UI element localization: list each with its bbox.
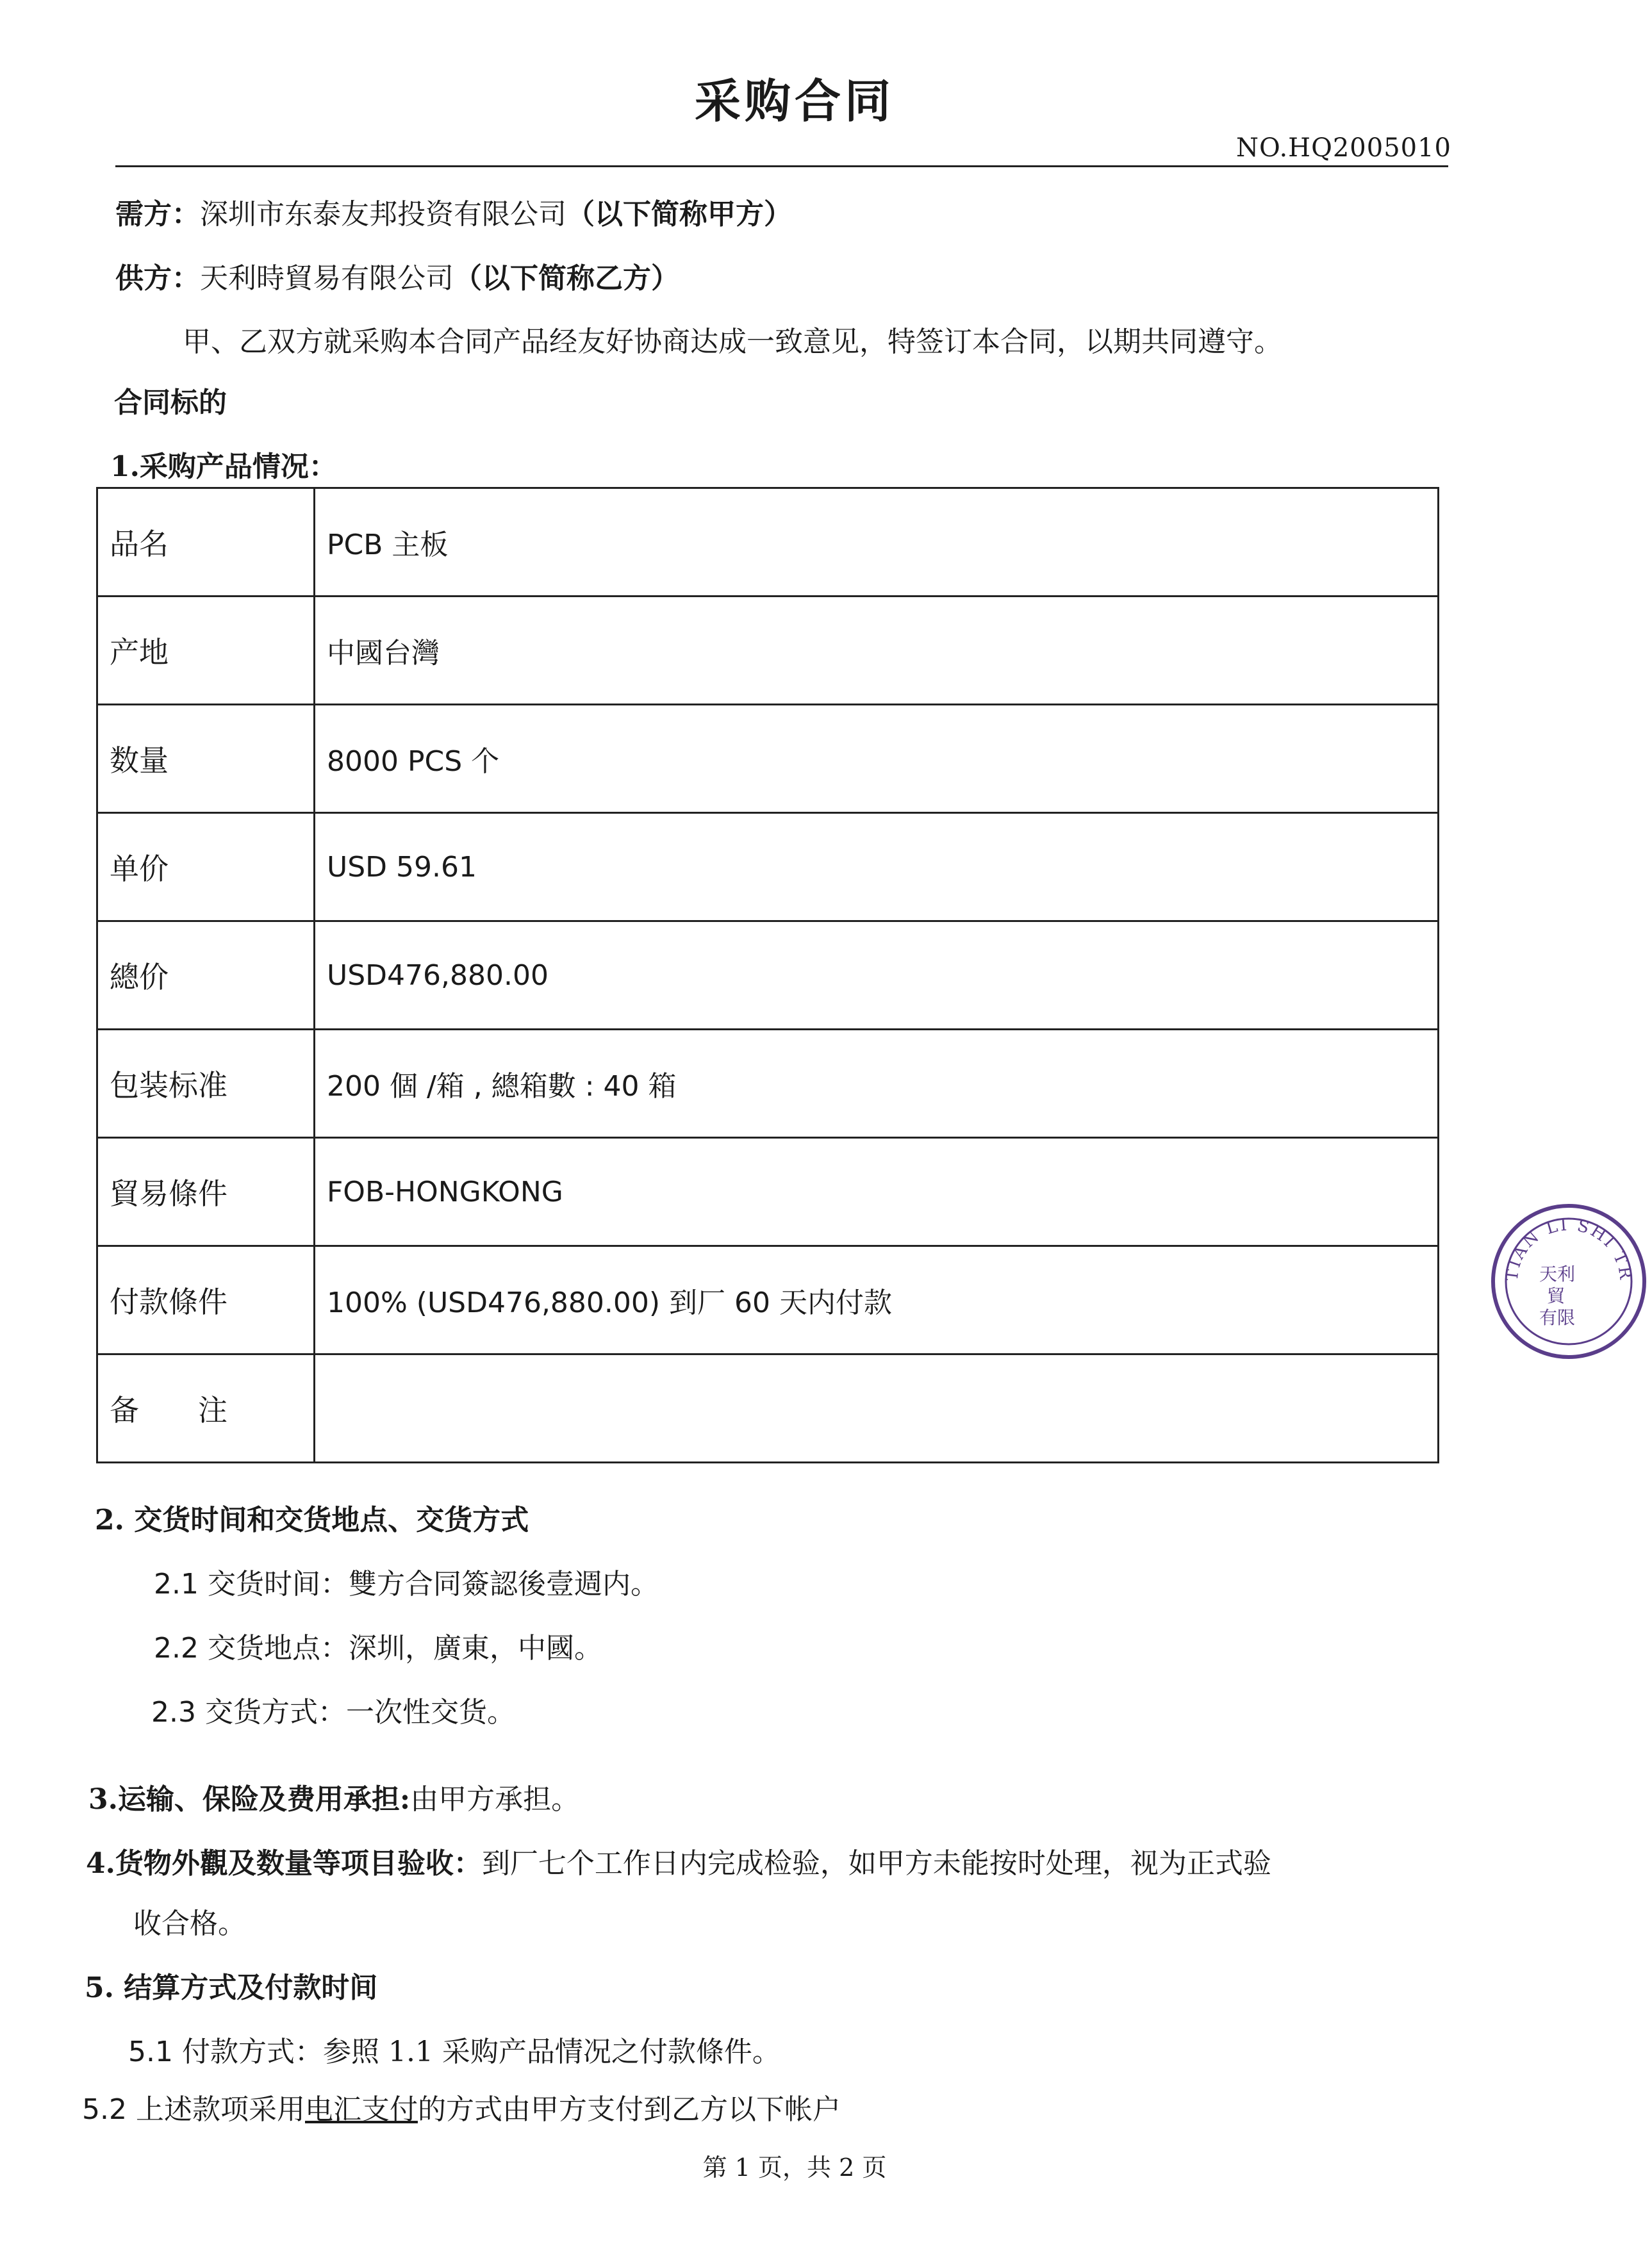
table-label-cell: 包装标准 [97,1030,315,1138]
seal-stamp-icon [1485,1198,1652,1365]
table-label-cell: 貿易條件 [97,1138,315,1246]
table-value-cell [315,1354,1439,1463]
item-text: 付款方式：参照 1.1 采购产品情况之付款條件。 [181,2036,781,2068]
table-row [97,813,1439,921]
section4-text: 到厂七个工作日内完成检验，如甲方未能按时处理，视为正式验 [481,1847,1271,1880]
item-number: 2.1 [154,1568,199,1601]
table-row [97,921,1439,1030]
section3-text: 由甲方承担。 [410,1783,580,1816]
item-text: 交货方式：一次性交货。 [204,1696,515,1729]
item-number: 5.1 [128,2036,173,2068]
svg-text:TIAN LI SHI TRA: TIAN LI SHI TR [1502,1215,1635,1283]
section2-heading: 2. 交货时间和交货地点、交货方式 [95,1504,529,1536]
section4-line [86,1840,1271,1881]
table-value-cell: USD476,880.00 [315,921,1439,1030]
item-text-pre: 上述款项采用 [135,2093,305,2126]
item-number: 2.3 [151,1696,196,1729]
document-number: NO.HQ2005010 [1236,133,1451,163]
contract-title: 采购合同 [694,74,895,128]
section2-item [151,1689,515,1730]
supplier-name: 天利時貿易有限公司 [200,262,454,295]
buyer-label: 需方： [115,198,200,231]
section2-item [154,1561,659,1602]
section2-item [154,1625,602,1666]
table-label-cell: 单价 [97,813,315,921]
company-seal [1485,1198,1652,1365]
table-label-cell: 總价 [97,921,315,1030]
subject-heading: 合同标的 [114,386,227,419]
section5-heading: 5. 结算方式及付款时间 [85,1971,378,2004]
table-label-cell: 付款條件 [97,1246,315,1354]
table-value-cell: FOB-HONGKONG [315,1138,1439,1246]
table-value-cell: 中國台灣 [315,597,1439,705]
table-row [97,1138,1439,1246]
item-text: 交货地点：深圳，廣東，中國。 [207,1632,602,1665]
header-rule [115,165,1448,167]
section5-item [82,2086,841,2127]
supplier-label: 供方： [115,262,200,295]
table-value-cell: 8000 PCS 个 [315,705,1439,813]
intro-paragraph: 甲、乙双方就采购本合同产品经友好协商达成一致意见，特签订本合同，以期共同遵守。 [183,325,1282,358]
table-label-cell: 产地 [97,597,315,705]
table-row [97,488,1439,597]
svg-text:貿: 貿 [1547,1285,1565,1306]
item-text-post: 的方式由甲方支付到乙方以下帐户 [417,2093,841,2126]
svg-text:天利: 天利 [1539,1263,1576,1285]
table-row [97,1246,1439,1354]
buyer-note: （以下简称甲方） [566,198,792,231]
buyer-name: 深圳市东泰友邦投资有限公司 [200,198,566,231]
payment-method: 电汇支付 [304,2093,418,2126]
section4-continuation: 收合格。 [133,1907,246,1940]
table-row [97,705,1439,813]
buyer-line [115,191,792,232]
supplier-note: （以下简称乙方） [454,262,679,295]
item-number: 2.2 [154,1632,199,1665]
page-footer: 第 1 页，共 2 页 [702,2153,887,2182]
table-label-cell: 备 注 [97,1354,315,1463]
table-row [97,1030,1439,1138]
table-value-cell: PCB 主板 [315,488,1439,597]
section5-item [128,2029,781,2070]
item-text: 交货时间：雙方合同簽認後壹週内。 [207,1568,659,1601]
product-table [96,487,1439,1463]
table-value-cell: 200 個 /箱 , 總箱數 : 40 箱 [315,1030,1439,1138]
svg-text:有限: 有限 [1539,1307,1576,1328]
item-number: 5.2 [82,2093,127,2126]
section3-line [88,1776,579,1817]
table-label-cell: 数量 [97,705,315,813]
section1-heading: 1.采购产品情况： [110,450,337,483]
section4-heading: 4.货物外觀及数量等项目验收： [86,1847,482,1880]
supplier-line [115,255,679,296]
table-value-cell: USD 59.61 [315,813,1439,921]
table-label-cell: 品名 [97,488,315,597]
table-row [97,1354,1439,1463]
table-row [97,597,1439,705]
table-value-cell: 100% (USD476,880.00) 到厂 60 天内付款 [315,1246,1439,1354]
section3-heading: 3.运输、保险及费用承担: [88,1783,411,1816]
